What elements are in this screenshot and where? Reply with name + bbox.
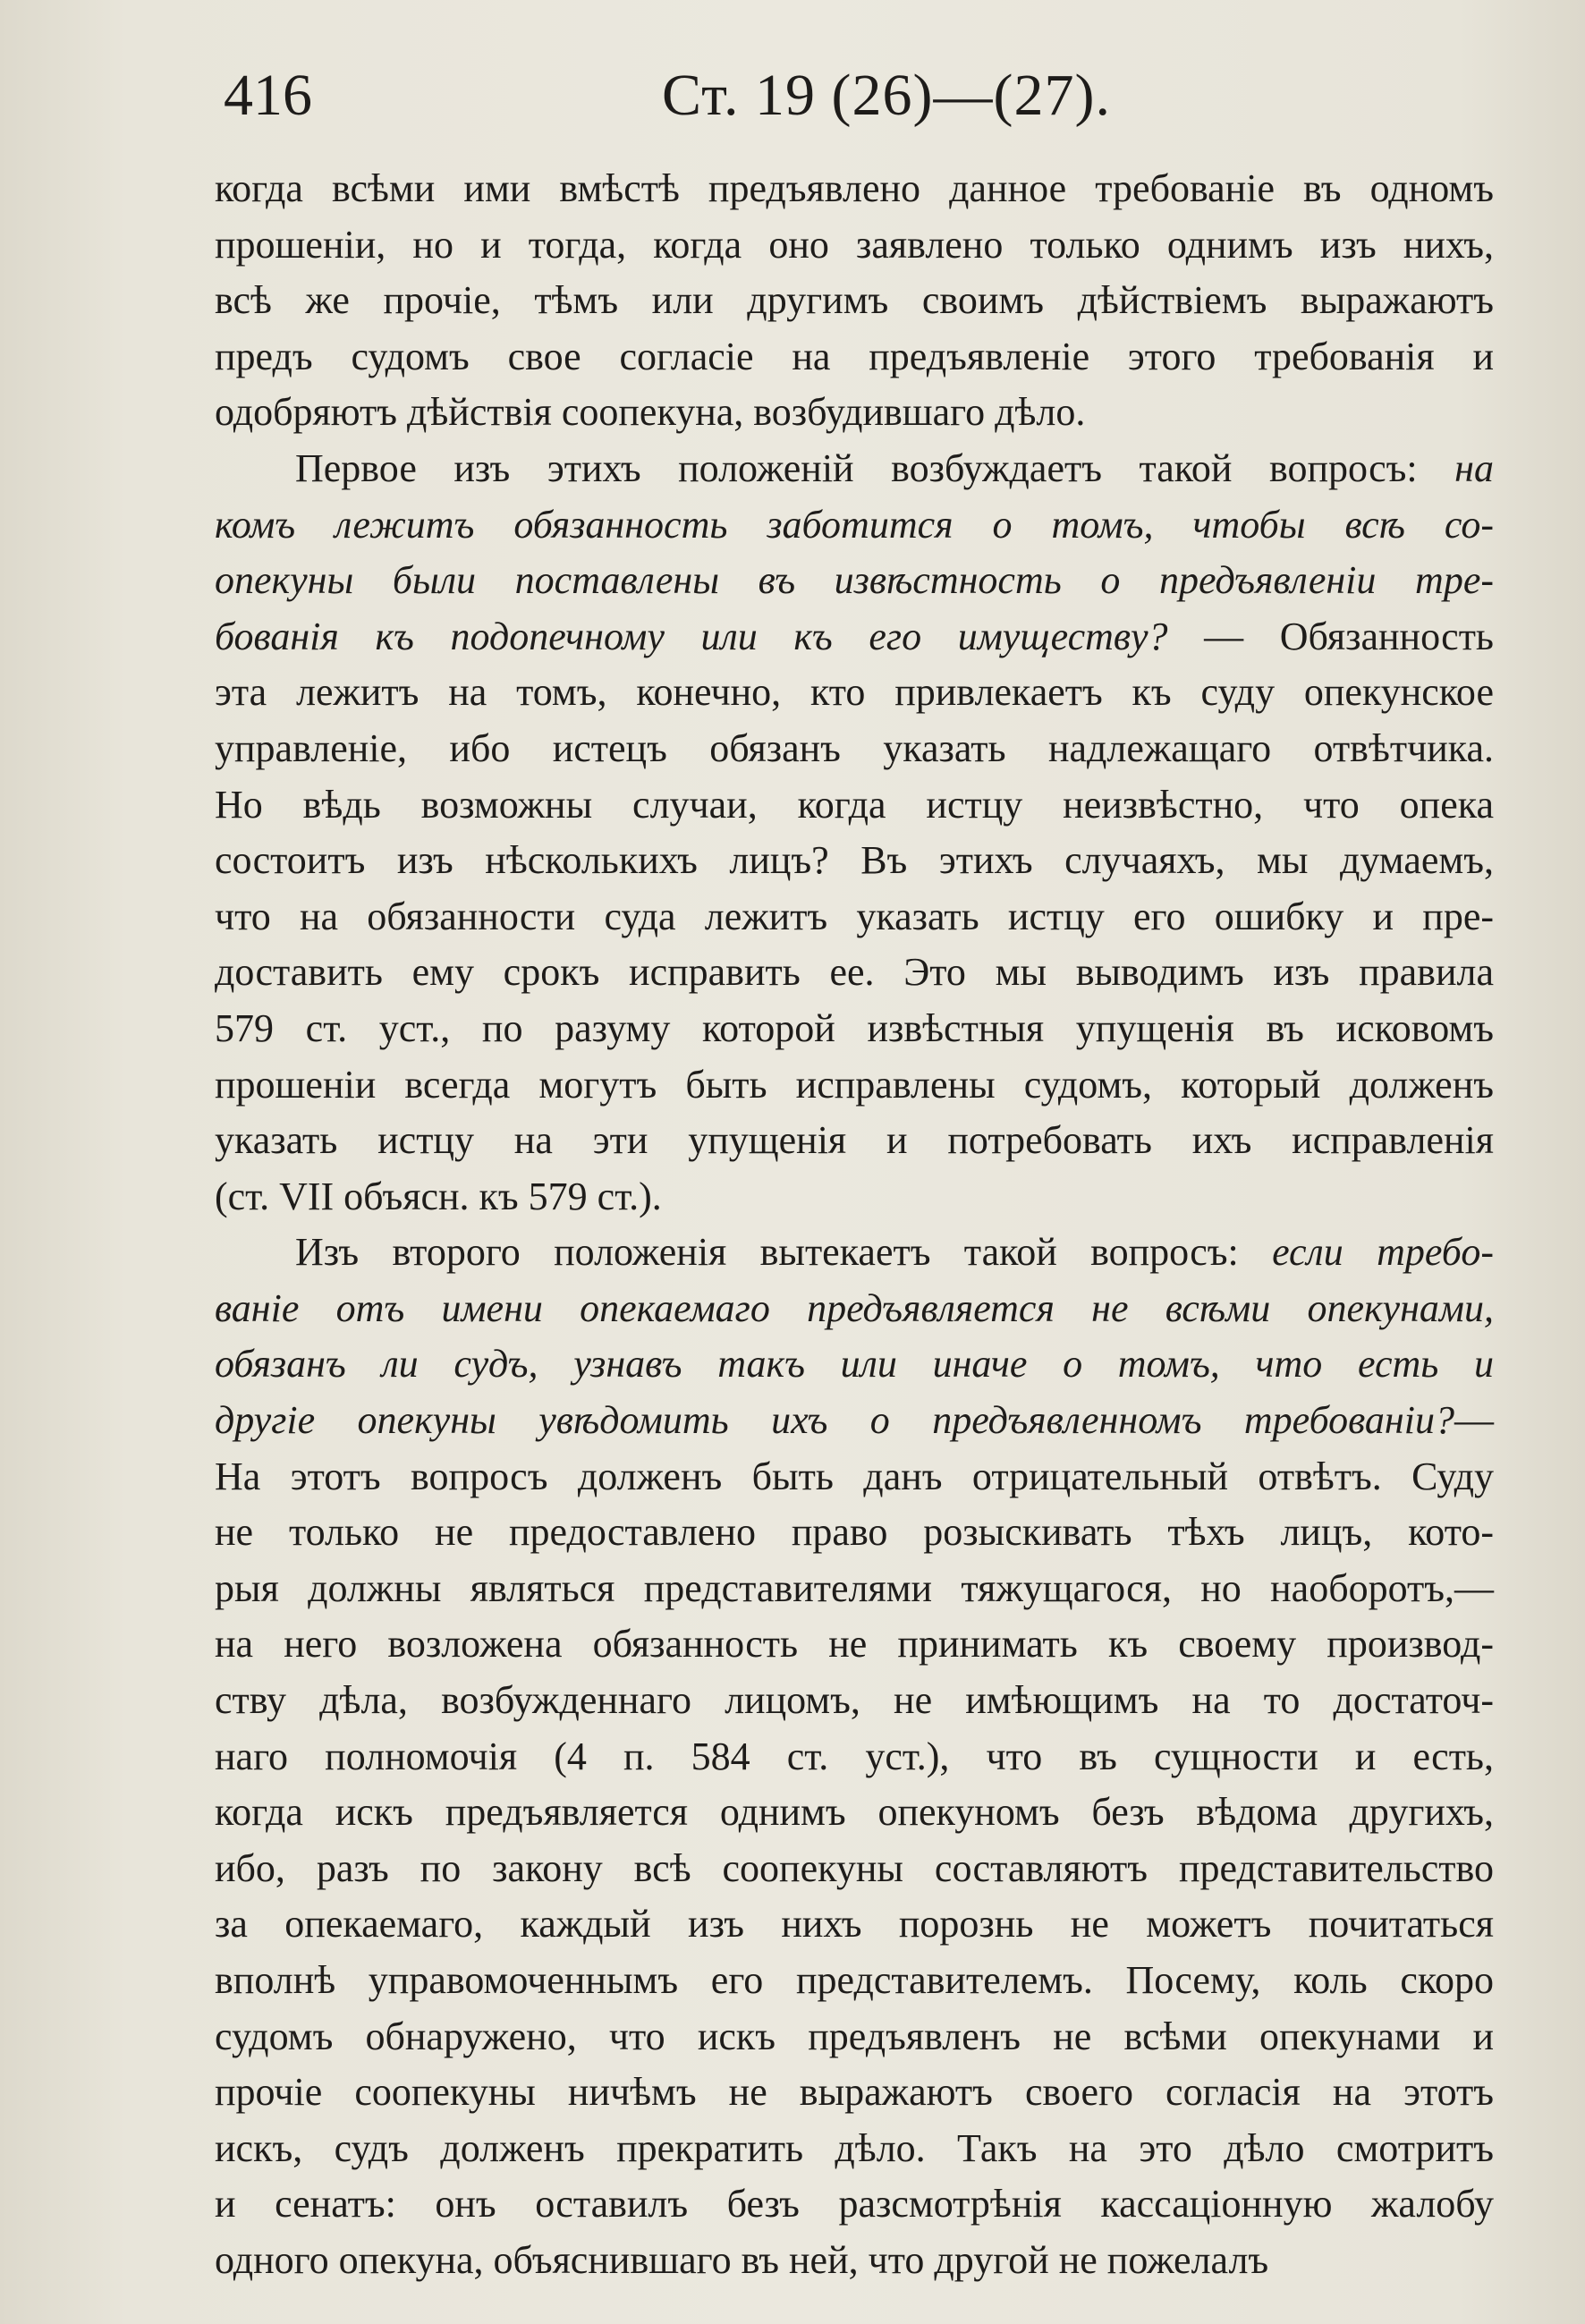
text-line bbox=[215, 161, 1494, 217]
text-run: Изъ второго положенія вытекаетъ такой вопросъ: bbox=[295, 1230, 1273, 1275]
page-header bbox=[215, 55, 1467, 136]
text-line bbox=[215, 1729, 1494, 1785]
text-line bbox=[215, 1169, 1494, 1226]
text-line bbox=[215, 2176, 1494, 2233]
text-run: — Обязанность bbox=[1167, 614, 1494, 658]
italic-text: если требо- bbox=[1272, 1230, 1495, 1275]
text-line bbox=[215, 217, 1494, 274]
text-run: искъ, судъ долженъ прекратить дѣло. Такъ на это дѣло смотритъ bbox=[215, 2125, 1494, 2170]
text-run: состоитъ изъ нѣсколькихъ лицъ? Въ этихъ случаяхъ, мы думаемъ, bbox=[215, 838, 1494, 883]
italic-text: опекуны были поставлены въ извѣстность о предъявленіи тре- bbox=[215, 558, 1494, 603]
paragraph bbox=[215, 161, 1494, 441]
text-run: не только не предоставлено право розыскивать тѣхъ лицъ, кото- bbox=[215, 1510, 1494, 1555]
text-line bbox=[215, 1841, 1494, 1897]
italic-text: комъ лежитъ обязанность заботится о томъ, чтобы всѣ со- bbox=[215, 502, 1494, 547]
text-run: за опекаемаго, каждый изъ нихъ порознь не можетъ почитаться bbox=[215, 1902, 1494, 1947]
text-line bbox=[215, 329, 1494, 386]
text-line bbox=[215, 1953, 1494, 2009]
text-run: ибо, разъ по закону всѣ соопекуны составляютъ представительство bbox=[215, 1845, 1494, 1890]
text-line bbox=[215, 497, 1494, 554]
text-line bbox=[215, 385, 1494, 441]
text-run: и сенатъ: онъ оставилъ безъ разсмотрѣнія кассаціонную жалобу bbox=[215, 2182, 1494, 2226]
text-line bbox=[215, 1281, 1494, 1337]
italic-text: на bbox=[1454, 445, 1494, 490]
text-line bbox=[215, 1505, 1494, 1561]
text-line bbox=[215, 721, 1494, 777]
text-run: Первое изъ этихъ положеній возбуждаетъ такой вопросъ: bbox=[295, 445, 1455, 490]
text-line bbox=[215, 1785, 1494, 1841]
text-line bbox=[215, 1393, 1494, 1449]
paragraph bbox=[215, 441, 1494, 1225]
page-number: 416 bbox=[224, 63, 312, 128]
text-run: на него возложена обязанность не принимать къ своему производ- bbox=[215, 1622, 1494, 1667]
text-line bbox=[215, 1001, 1494, 1057]
italic-text: обязанъ ли судъ, узнавъ такъ или иначе о томъ, что есть и bbox=[215, 1342, 1494, 1387]
text-line bbox=[215, 833, 1494, 889]
paragraph bbox=[215, 1225, 1494, 2288]
text-line bbox=[215, 2121, 1494, 2177]
text-run: (ст. VII объясн. къ 579 ст.). bbox=[215, 1174, 662, 1218]
text-line bbox=[215, 665, 1494, 721]
text-line bbox=[215, 889, 1494, 946]
text-run: доставить ему срокъ исправить ее. Это мы выводимъ изъ правила bbox=[215, 950, 1494, 995]
text-run: вполнѣ управомоченнымъ его представителемъ. Посему, коль скоро bbox=[215, 1958, 1494, 2002]
text-run: На этотъ вопросъ долженъ быть данъ отрицательный отвѣтъ. Суду bbox=[215, 1454, 1494, 1498]
text-run: 579 ст. уст., по разуму которой извѣстныя упущенія въ исковомъ bbox=[215, 1005, 1494, 1050]
text-line bbox=[215, 2233, 1494, 2289]
text-line bbox=[215, 1896, 1494, 1953]
text-line bbox=[215, 945, 1494, 1001]
text-line bbox=[215, 1336, 1494, 1393]
text-line bbox=[215, 1057, 1494, 1114]
text-run: прошеніи всегда могутъ быть исправлены судомъ, который долженъ bbox=[215, 1062, 1494, 1107]
body-text bbox=[215, 161, 1494, 2289]
text-run: когда всѣми ими вмѣстѣ предъявлено данное требованіе въ одномъ bbox=[215, 166, 1494, 210]
text-line bbox=[215, 273, 1494, 329]
text-line bbox=[215, 441, 1494, 497]
text-line bbox=[215, 1113, 1494, 1169]
text-line bbox=[215, 1616, 1494, 1673]
text-line bbox=[215, 777, 1494, 834]
text-line bbox=[215, 1561, 1494, 1617]
text-run: управленіе, ибо истецъ обязанъ указать надлежащаго отвѣтчика. bbox=[215, 725, 1494, 770]
italic-text: бованія къ подопечному или къ его имуществу? bbox=[215, 614, 1168, 658]
text-line bbox=[215, 1225, 1494, 1281]
text-run: предъ судомъ свое согласіе на предъявленіе этого требованія и bbox=[215, 334, 1494, 378]
text-line bbox=[215, 1449, 1494, 1506]
text-run: когда искъ предъявляется однимъ опекуномъ безъ вѣдома другихъ, bbox=[215, 1790, 1494, 1835]
text-run: ству дѣла, возбужденнаго лицомъ, не имѣющимъ на то достаточ- bbox=[215, 1678, 1494, 1723]
text-run: судомъ обнаружено, что искъ предъявленъ не всѣми опекунами и bbox=[215, 2014, 1494, 2058]
text-run: одного опекуна, объяснившаго въ ней, что другой не пожелалъ bbox=[215, 2237, 1269, 2282]
text-line bbox=[215, 2009, 1494, 2065]
text-line bbox=[215, 2065, 1494, 2121]
text-line bbox=[215, 1673, 1494, 1729]
text-run: рыя должны являться представителями тяжущагося, но наоборотъ,— bbox=[215, 1565, 1494, 1610]
text-run: эта лежитъ на томъ, конечно, кто привлекаетъ къ суду опекунское bbox=[215, 670, 1494, 715]
italic-text: другіе опекуны увѣдомить ихъ о предъявленномъ требованіи? bbox=[215, 1398, 1454, 1443]
text-run: одобряютъ дѣйствія соопекуна, возбудившаго дѣло. bbox=[215, 390, 1086, 435]
italic-text: ваніе отъ имени опекаемаго предъявляется не всѣми опекунами, bbox=[215, 1285, 1494, 1330]
text-run: всѣ же прочіе, тѣмъ или другимъ своимъ дѣйствіемъ выражаютъ bbox=[215, 278, 1494, 323]
running-head: Ст. 19 (26)—(27). bbox=[662, 63, 1111, 128]
text-line bbox=[215, 553, 1494, 609]
text-run: наго полномочія (4 п. 584 ст. уст.), что въ сущности и есть, bbox=[215, 1734, 1494, 1778]
text-run: что на обязанности суда лежитъ указать истцу его ошибку и пре- bbox=[215, 894, 1494, 938]
text-run: — bbox=[1454, 1398, 1494, 1443]
text-line bbox=[215, 609, 1494, 666]
text-run: указать истцу на эти упущенія и потребовать ихъ исправленія bbox=[215, 1118, 1494, 1163]
text-run: прочіе соопекуны ничѣмъ не выражаютъ своего согласія на этотъ bbox=[215, 2070, 1494, 2115]
text-run: прошеніи, но и тогда, когда оно заявлено только однимъ изъ нихъ, bbox=[215, 222, 1494, 267]
text-run: Но вѣдь возможны случаи, когда истцу неизвѣстно, что опека bbox=[215, 782, 1494, 827]
